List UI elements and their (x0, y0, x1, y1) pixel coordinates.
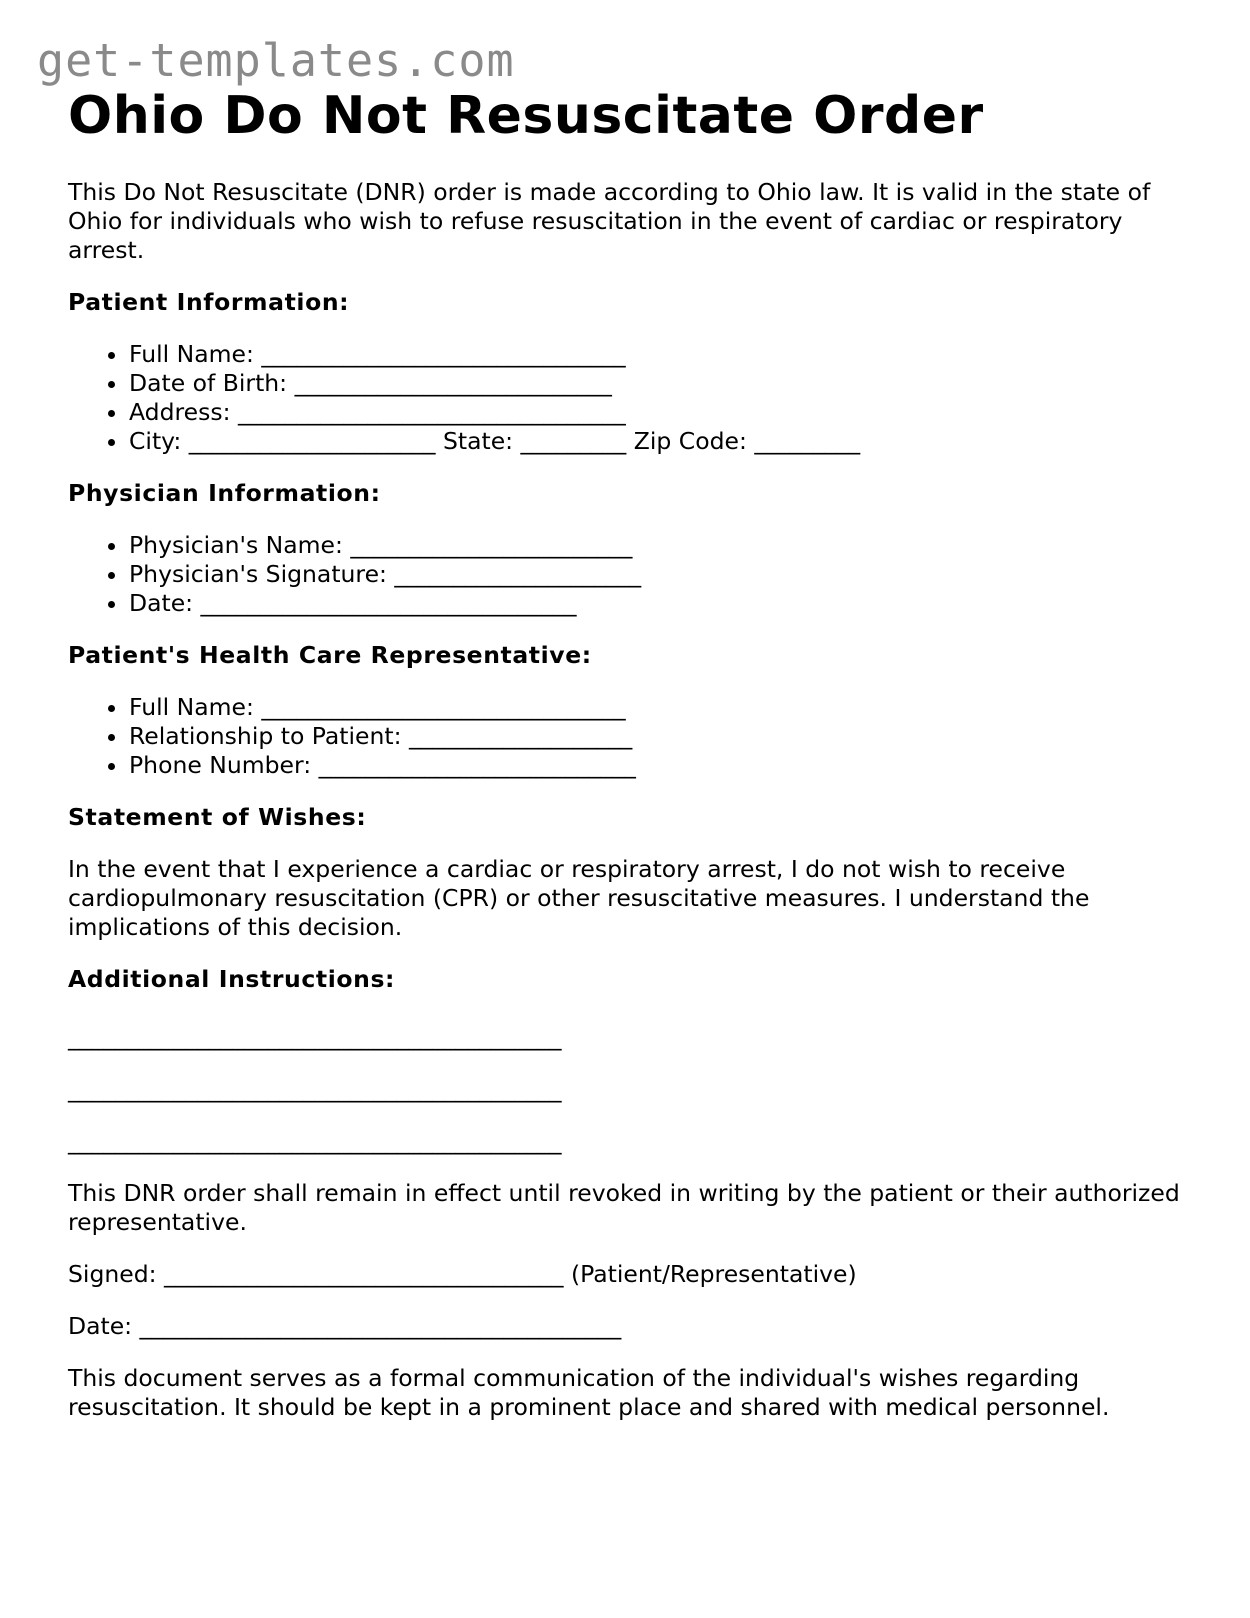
intro-paragraph: This Do Not Resuscitate (DNR) order is made according to Ohio law. It is valid in the state of Ohio for individuals who wish to refuse resuscitation in the event of cardiac or respiratory arrest. (68, 178, 1151, 264)
representative-name-field[interactable]: • Full Name: _______________________________ (129, 693, 1198, 722)
representative-fields-list (68, 693, 1198, 780)
patient-full-name-field[interactable]: • Full Name: _______________________________ (129, 340, 1198, 369)
date-line[interactable]: Date: _________________________________________ (68, 1312, 622, 1340)
patient-dob-field[interactable]: • Date of Birth: ___________________________ (129, 369, 1198, 398)
patient-city-state-zip-field[interactable]: • City: _____________________ State: _________ Zip Code: _________ (129, 427, 1198, 456)
watermark: get-templates.com (37, 34, 515, 87)
effect-paragraph: This DNR order shall remain in effect until revoked in writing by the patient or their authorized representative. (68, 1179, 1180, 1236)
additional-instructions-line[interactable]: __________________________________________ (68, 1075, 562, 1103)
wishes-paragraph: In the event that I experience a cardiac or respiratory arrest, I do not wish to receive cardiopulmonary resuscitation (CPR) or other resuscitative measures. I understand the implications of this decision. (68, 855, 1090, 941)
physician-name-field[interactable]: • Physician's Name: ________________________ (129, 531, 1198, 560)
representative-phone-field[interactable]: • Phone Number: ___________________________ (129, 751, 1198, 780)
page-title: Ohio Do Not Resuscitate Order (68, 86, 984, 146)
wishes-section-heading: Statement of Wishes: (68, 803, 367, 831)
document-body (68, 84, 1198, 1422)
patient-section-heading: Patient Information: (68, 288, 350, 316)
additional-instructions-line[interactable]: __________________________________________ (68, 1127, 562, 1155)
physician-section-heading: Physician Information: (68, 479, 381, 507)
physician-fields-list (68, 531, 1198, 618)
physician-signature-field[interactable]: • Physician's Signature: _____________________ (129, 560, 1198, 589)
representative-relationship-field[interactable]: • Relationship to Patient: ___________________ (129, 722, 1198, 751)
patient-fields-list (68, 340, 1198, 456)
patient-address-field[interactable]: • Address: _________________________________ (129, 398, 1198, 427)
representative-section-heading: Patient's Health Care Representative: (68, 641, 592, 669)
additional-instructions-line[interactable]: __________________________________________ (68, 1023, 562, 1051)
signature-line[interactable]: Signed: __________________________________ (Patient/Representative) (68, 1260, 857, 1288)
closing-paragraph: This document serves as a formal communication of the individual's wishes regarding resuscitation. It should be kept in a prominent place and shared with medical personnel. (68, 1364, 1110, 1421)
physician-date-field[interactable]: • Date: ________________________________ (129, 589, 1198, 618)
additional-instructions-heading: Additional Instructions: (68, 965, 396, 993)
